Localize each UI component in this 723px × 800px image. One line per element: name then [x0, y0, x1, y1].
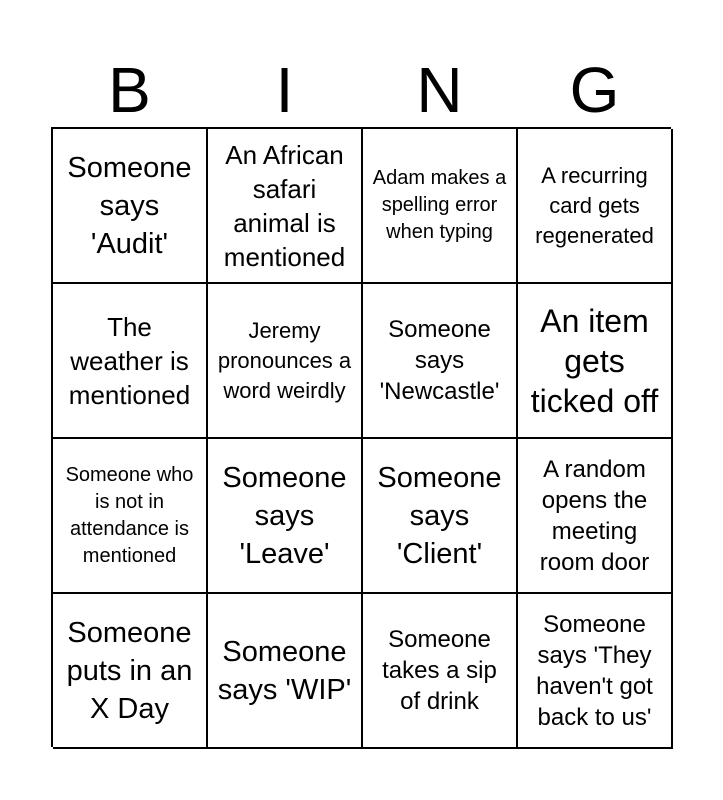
cell-text: Someone puts in an X Day — [66, 616, 193, 725]
cell-text: Someone says 'They haven't got back to us' — [536, 610, 653, 731]
cell-text: A recurring card gets regenerated — [535, 162, 654, 248]
bingo-cell-r4-c1[interactable] — [53, 594, 208, 749]
bingo-cell-r2-c2[interactable] — [208, 284, 363, 439]
bingo-cell-r2-c3[interactable] — [363, 284, 518, 439]
bingo-cell-r2-c1[interactable] — [53, 284, 208, 439]
cell-text: An item gets ticked off — [530, 302, 659, 419]
bingo-cell-r3-c4[interactable] — [518, 439, 673, 594]
cell-text: Someone says 'WIP' — [217, 635, 352, 706]
cell-text: Someone says 'Leave' — [222, 461, 347, 570]
cell-text: Someone says 'Client' — [377, 461, 502, 570]
bingo-cell-r4-c2[interactable] — [208, 594, 363, 749]
cell-text: The weather is mentioned — [68, 311, 191, 410]
bingo-cell-r1-c3[interactable] — [363, 129, 518, 284]
bingo-header — [52, 52, 672, 128]
bingo-cell-r3-c2[interactable] — [208, 439, 363, 594]
cell-text: Adam makes a spelling error when typing — [372, 167, 507, 243]
cell-text: Someone who is not in attendance is mentioned — [65, 463, 194, 567]
cell-text: A random opens the meeting room door — [539, 455, 650, 576]
cell-text: Someone says 'Audit' — [67, 151, 192, 260]
header-letter-g: G — [569, 54, 620, 126]
bingo-board — [51, 127, 671, 747]
bingo-cell-r4-c4[interactable] — [518, 594, 673, 749]
header-letter-b: B — [108, 54, 151, 126]
bingo-cell-r4-c3[interactable] — [363, 594, 518, 749]
bingo-cell-r3-c3[interactable] — [363, 439, 518, 594]
bingo-cell-r1-c2[interactable] — [208, 129, 363, 284]
bingo-cell-r1-c1[interactable] — [53, 129, 208, 284]
header-letter-n: N — [416, 54, 463, 126]
cell-text: Someone says 'Newcastle' — [379, 316, 500, 405]
bingo-cell-r3-c1[interactable] — [53, 439, 208, 594]
bingo-cell-r2-c4[interactable] — [518, 284, 673, 439]
header-letter-i: I — [275, 54, 294, 126]
cell-text: Jeremy pronounces a word weirdly — [217, 317, 352, 403]
bingo-cell-r1-c4[interactable] — [518, 129, 673, 284]
cell-text: An African safari animal is mentioned — [223, 139, 346, 272]
cell-text: Someone takes a sip of drink — [382, 626, 497, 715]
